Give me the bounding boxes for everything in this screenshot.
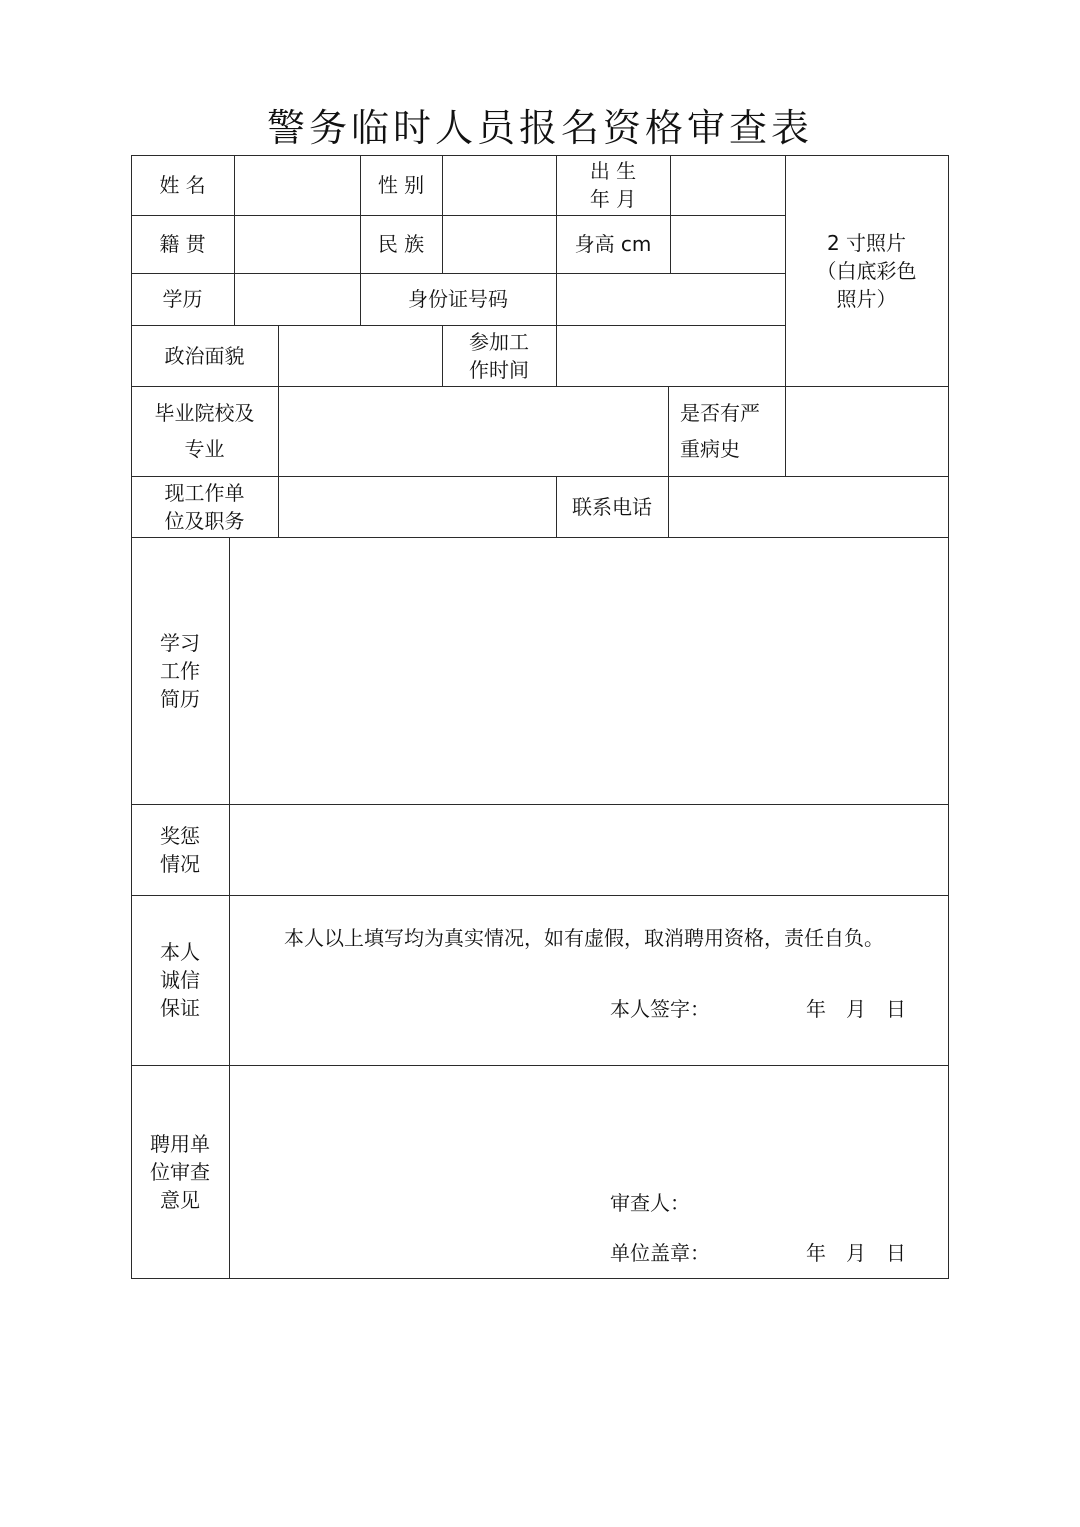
- id-number-field[interactable]: [556, 273, 785, 325]
- label-gender: 性 别: [377, 173, 425, 197]
- ethnicity-field[interactable]: [442, 215, 556, 273]
- label-birth: 出 生 年 月: [589, 159, 637, 211]
- height-field[interactable]: [670, 215, 785, 273]
- label-review: 聘用单 位审查 意见: [150, 1131, 210, 1212]
- native-place-field[interactable]: [234, 215, 360, 273]
- illness-field[interactable]: [785, 386, 948, 476]
- signature-date: 年 月 日: [806, 997, 906, 1021]
- resume-field[interactable]: [229, 537, 948, 804]
- school-major-field[interactable]: [278, 386, 668, 476]
- label-name: 姓 名: [159, 173, 206, 197]
- work-start-field[interactable]: [556, 325, 785, 386]
- label-education: 学历: [162, 287, 203, 311]
- grid-line: [131, 1065, 949, 1066]
- gender-field[interactable]: [442, 155, 556, 215]
- pledge-text: 本人以上填写均为真实情况，如有虚假，取消聘用资格，责任自负。: [284, 926, 884, 950]
- label-illness: 是否有严 重病史: [680, 401, 760, 461]
- name-field[interactable]: [234, 155, 360, 215]
- form-title: 警务临时人员报名资格审查表: [266, 106, 813, 150]
- label-rewards: 奖惩 情况: [160, 823, 200, 876]
- label-resume: 学习 工作 简历: [160, 630, 200, 711]
- label-school-major: 毕业院校及 专业: [154, 401, 255, 461]
- label-current-job: 现工作单 位及职务: [164, 480, 245, 533]
- political-status-field[interactable]: [278, 325, 442, 386]
- grid-line: [948, 155, 949, 1279]
- grid-line: [131, 895, 949, 896]
- label-ethnicity: 民 族: [377, 232, 425, 256]
- label-work-start: 参加工 作时间: [469, 329, 529, 382]
- phone-field[interactable]: [668, 476, 948, 537]
- photo-box[interactable]: 2 寸照片 （白底彩色 照片）: [816, 230, 917, 311]
- signature-label: 本人签字：: [610, 997, 710, 1021]
- seal-label: 单位盖章：: [610, 1241, 710, 1265]
- label-id-number: 身份证号码: [408, 287, 508, 311]
- label-pledge: 本人 诚信 保证: [160, 940, 200, 1020]
- rewards-field[interactable]: [229, 804, 948, 895]
- birth-field[interactable]: [670, 155, 785, 215]
- education-field[interactable]: [234, 273, 360, 325]
- grid-line: [131, 1278, 949, 1279]
- label-political-status: 政治面貌: [164, 343, 245, 368]
- label-phone: 联系电话: [572, 494, 652, 519]
- review-date: 年 月 日: [806, 1241, 906, 1265]
- reviewer-label: 审查人：: [610, 1191, 690, 1215]
- current-job-field[interactable]: [278, 476, 556, 537]
- label-native-place: 籍 贯: [159, 232, 206, 256]
- label-height: 身高 cm: [574, 232, 652, 256]
